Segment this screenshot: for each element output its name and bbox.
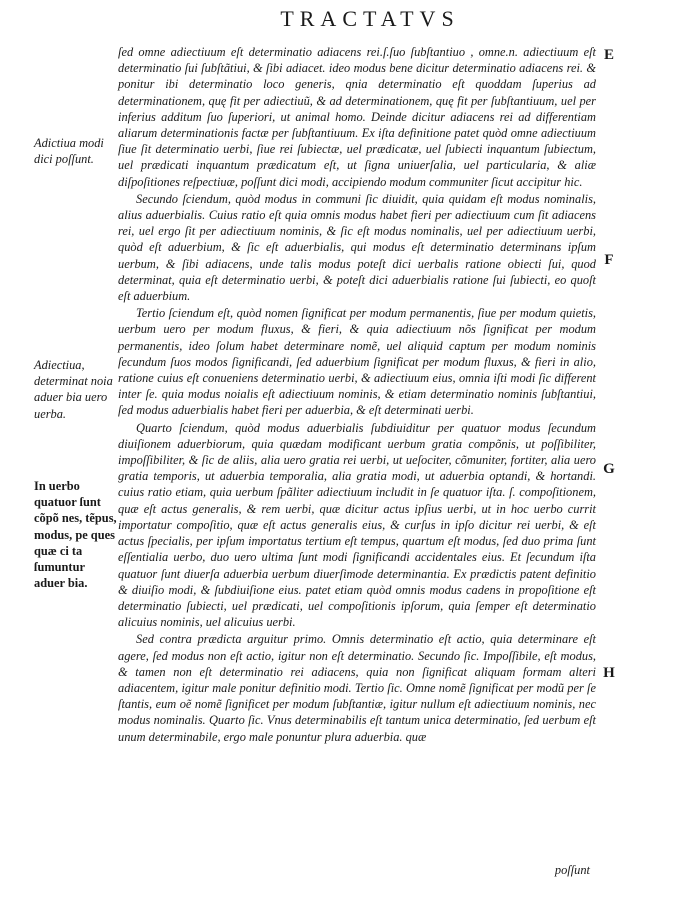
running-head-title: TRACTATVS <box>280 6 460 31</box>
section-letter-f: F <box>604 252 614 268</box>
margin-gloss-adiectiua: Adiectiua, determinat noia aduer bia uero uerba. <box>34 358 113 421</box>
margin-gloss-in-uerbo: In uerbo quatuor ſunt cõpõ nes, tẽpus, modus, pe ques quæ ci ta ſumuntur aduer bia. <box>34 479 117 591</box>
margin-gloss-adictiua: Adictiua modi dici poſſunt. <box>34 136 104 167</box>
paragraph-quarto: Quarto ſciendum, quòd modus aduerbialis ſubdiuiditur per quatuor modus ſecundum diuiſionem aduerbiorum, quia quædam modificant uerbum gratia compõnis, ut poſſibiliter, impoſſibiliter, & ſic de aliis, alia uero gratia rei uerbi, ut ueſociter, cõmuniter, fortiter, alia uero gratia temporis, ut aduerbia temporalia, alia gratia modi, ut aduerbia optandi, & hortandi. cuius ratio etiam, quia uerbum ſpãliter adiectiuum includit in ſe quatuor iſta. ſ. compoſitionem, quæ eſt actus generalis, & rem uerbi, quæ dicitur actus ipſius uerbi, ut in hoc uerbo currit importatur compoſitio, quæ eſt actus generalis eius, & curſus in ipſo dicitur rei uerbi, & eſt actus ſpecialis, per ipſum importatus tertium eſt tempus, quartum eſt modus, ſed duo prima ſunt eſſentialia uerbo, duo uero ultima ſunt modi ſignificandi accidentales eius. Et ſecundum iſta quatuor ſunt diuerſa aduerbia uerbum diuerſimode determinantia. Ex prædictis patent definitio & diuiſio modi, & ſubdiuiſione eius. patet etiam quòd omnis modus cadens in propoſitione eſt determinatio ſubiecti, uel prædicati, uel compoſitionis ipſorum, quia ſemper eſt determinatio alicuius nominis, uel alicuius uerbi. <box>118 420 596 630</box>
section-letter-h: H <box>603 665 615 681</box>
section-letter-g: G <box>603 461 615 477</box>
paragraph-secundo: Secundo ſciendum, quòd modus in communi ſic diuidit, quia quidam eſt modus nominalis, alius aduerbialis. Cuius ratio eſt quia omnis modus habet fieri per adiectiuum cum ſit adiacens rei, uel ergo ſit per adiectiuum nominis, & ſic eſt modus nominalis, uel per adiectiuum uerbi, quòd eſt aduerbium, & ſic eſt aduerbialis, qui modus eſt determinatio determinans ipſum uerbum, & ſibi adiacens, unde talis modus poteſt dici uerbalis ratione obiecti ſui, quod determinat, quia eſt determinatio uerbi, & poteſt dici aduerbialis ratione ſui ſubiecti, eo quoſt eſt aduerbium. <box>118 191 596 304</box>
main-text-column <box>118 44 596 745</box>
catchword: poſſunt <box>554 863 590 877</box>
paragraph-tertio: Tertio ſciendum eſt, quòd nomen ſignificat per modum permanentis, ſiue per modum quietis, uerbum uero per modum fluxus, & fieri, & quia adiectiuum nõs ſignificat per modum permanentis, ideo ſolum habet determinare nomẽ, uel aliquid captum per modum nominis ſecundum ſuos modos ſignificandi, ſed aduerbium ſignificat per modum fluxus, & fieri in alio, ratione cuius eſt conueniens determinatio uerbi, & adiectiuum eius, omnia iſti modi ſic different inter ſe. quia modus noialis eſt adiectiuum nominis, & etiam determinatio nominis ſubſtantiui, ſed modus aduerbialis habet fieri per aduerbia, & eſt determinati uerbi. <box>118 306 596 418</box>
paragraph-definition: ſed omne adiectiuum eſt determinatio adiacens rei.ſ.ſuo ſubſtantiuo , omne.n. adiectiuum eſt determinatio ſui ſubſtãtiui, & ſibi adiacet. ideo modus bene dicitur determinatio adiacens rei. & ponitur ibi determinatio loco generis, qnia determinatio eſt quoddam ſuperius ad determinationem, quę fit per adiectiuũ, & ad determinationem, quę fit per ſubſtantiuum, uel per inferius additum ſuo ſuperiori, ut animal homo. Deinde dicitur adiacens rei ad differentiam aliarum determinationis factæ per ſubſtantiuum. Ex iſta definitione patet quòd omne adiectiuum ſiue ſit determinatio uerbi, ſiue rei ſubiectæ, uel prædicatæ, uel ſubiecti inquantum ſubiectum, uel prædicati inquantum prædicatum eſt, ut ſigna uniuerſalia, uel particularia, & aliæ diſpoſitiones reſpectiuæ, poſſunt dici modi, accipiendo modum communiter ſicut accipitur hic. <box>118 45 596 189</box>
paragraph-objections: Sed contra prædicta arguitur primo. Omnis determinatio eſt actio, quia determinare eſt agere, ſed modus non eſt actio, igitur non eſt determinatio. Secundo ſic. Impoſſibile, eſt modus, & tamen non eſt determinatio rei adiacens, quia non ſignificat aliquam formam alteri adiacentem, igitur male ponitur definitio modi. Tertio ſic. Omne nomẽ ſignificat per modũ per ſe ſtantis, eum oẽ nomẽ ſignificet per modum ſubſtantiæ, igitur nullum eſt adiectiuum nominis, nec modus nominalis. Quarto ſic. Vnus determinabilis eſt tantum unica determinatio, ſed uerbum eſt unum determinabile, ergo male ponuntur plura aduerbia. quæ <box>118 632 596 744</box>
section-letter-e: E <box>603 47 614 63</box>
